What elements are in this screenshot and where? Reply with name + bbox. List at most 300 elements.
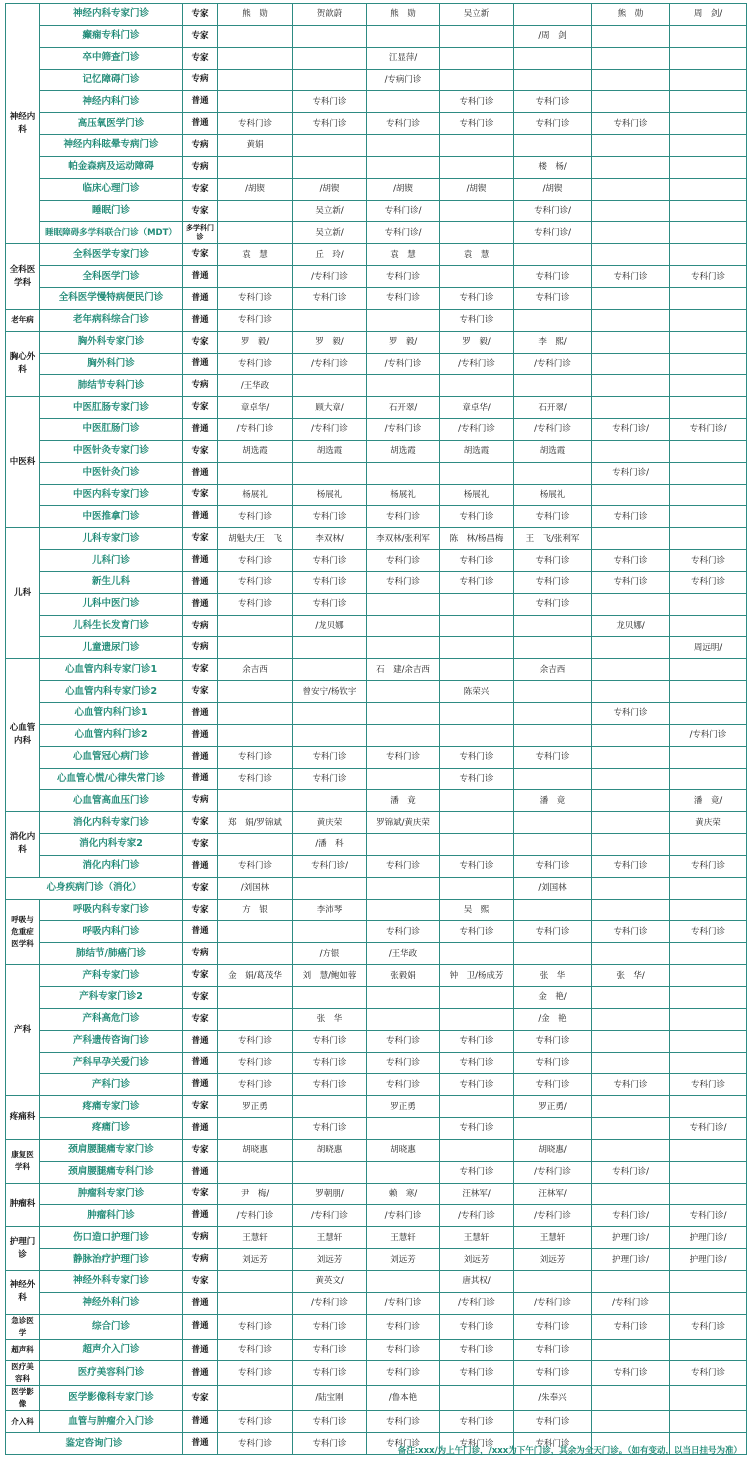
schedule-cell: 专科门诊 [367,1052,440,1074]
schedule-cell [670,659,747,681]
table-row [6,1292,747,1314]
schedule-cell: 杨展礼 [367,484,440,506]
schedule-cell [670,986,747,1008]
clinic-name: 心血管内科专家门诊1 [40,659,183,681]
schedule-cell: 吴立新/ [293,200,367,222]
schedule-cell: 专科门诊 [514,1361,592,1386]
schedule-cell [670,1292,747,1314]
schedule-cell: 专科门诊 [293,550,367,572]
schedule-cell: 王慧轩 [440,1227,514,1249]
clinic-type: 普通 [183,1361,218,1386]
clinic-name: 全科医学门诊 [40,266,183,288]
clinic-name: 儿科中医门诊 [40,593,183,615]
schedule-cell [592,91,670,113]
schedule-cell [592,1118,670,1140]
table-row [6,266,747,288]
schedule-cell: 专科门诊 [218,1074,293,1096]
table-row [6,1411,747,1433]
schedule-cell: 专科门诊 [367,1411,440,1433]
clinic-type: 专家 [183,331,218,353]
schedule-cell: 专科门诊 [514,113,592,135]
clinic-name: 疼痛专家门诊 [40,1096,183,1118]
schedule-cell [592,1270,670,1292]
schedule-cell: 专科门诊 [218,1052,293,1074]
table-row [6,681,747,703]
schedule-cell: 专科门诊 [367,1314,440,1339]
schedule-cell: 罗 毅/ [218,331,293,353]
clinic-name: 老年病科综合门诊 [40,309,183,331]
schedule-cell [514,47,592,69]
schedule-cell: /鲁本艳 [367,1386,440,1411]
clinic-type: 普通 [183,91,218,113]
schedule-cell: 胡魁夫/王 飞 [218,528,293,550]
schedule-cell: 汪林军/ [514,1183,592,1205]
schedule-cell [670,375,747,397]
schedule-cell: 专科门诊 [293,1118,367,1140]
schedule-cell [367,615,440,637]
footnote: 备注:xxx/为上午门诊，/xxx为下午门诊，其余为全天门诊。（如有变动，以当日挂号为准） [397,1446,742,1456]
table-row [6,943,747,965]
clinic-name: 高压氧医学门诊 [40,113,183,135]
schedule-cell [592,1339,670,1361]
schedule-cell: 专科门诊 [514,550,592,572]
schedule-cell [218,637,293,659]
schedule-cell [592,877,670,899]
schedule-cell: /刘国林 [218,877,293,899]
clinic-type: 普通 [183,593,218,615]
schedule-cell: 专科门诊/ [670,419,747,441]
schedule-cell: 专科门诊 [367,1433,440,1455]
department-label: 疼痛科 [6,1096,40,1140]
schedule-cell [670,1030,747,1052]
clinic-name: 胸外科专家门诊 [40,331,183,353]
schedule-cell [670,681,747,703]
schedule-cell [293,375,367,397]
schedule-cell: /专科门诊 [367,419,440,441]
schedule-cell [592,69,670,91]
schedule-cell: /胡锲 [293,178,367,200]
schedule-cell: 专科门诊 [514,506,592,528]
schedule-cell [670,943,747,965]
table-row [6,244,747,266]
schedule-cell: 楼 杨/ [514,156,592,178]
schedule-cell: 胡选霞 [440,440,514,462]
schedule-cell [592,178,670,200]
schedule-cell: 专科门诊 [514,1052,592,1074]
schedule-cell: 专科门诊 [440,287,514,309]
schedule-cell [592,309,670,331]
schedule-cell: /朱奉兴 [514,1386,592,1411]
schedule-cell [218,200,293,222]
schedule-cell: 郑 娟/罗锦斌 [218,812,293,834]
schedule-cell [218,1270,293,1292]
clinic-type: 专家 [183,25,218,47]
clinic-type: 普通 [183,1118,218,1140]
table-row [6,506,747,528]
schedule-cell: 李 熙/ [514,331,592,353]
clinic-name: 超声介入门诊 [40,1339,183,1361]
table-row [6,91,747,113]
clinic-name: 鉴定咨询门诊 [6,1433,183,1455]
schedule-cell: 专科门诊 [592,266,670,288]
clinic-type: 普通 [183,462,218,484]
schedule-cell: 专科门诊 [293,1030,367,1052]
schedule-cell [218,703,293,725]
clinic-type: 普通 [183,1411,218,1433]
schedule-cell: 专科门诊 [218,1433,293,1455]
schedule-cell: 专科门诊 [514,1411,592,1433]
schedule-cell: 唐其权/ [440,1270,514,1292]
schedule-cell: 专科门诊 [440,571,514,593]
department-label: 急诊医学 [6,1314,40,1339]
schedule-cell: 专科门诊 [440,91,514,113]
clinic-name: 医学影像科专家门诊 [40,1386,183,1411]
schedule-cell [514,375,592,397]
schedule-cell: 胡选霞 [367,440,440,462]
schedule-cell [218,47,293,69]
schedule-cell: 刘 慧/鲍如蓉 [293,965,367,987]
clinic-type: 专家 [183,440,218,462]
schedule-cell: 周 剑/ [670,4,747,26]
clinic-type: 专家 [183,200,218,222]
table-row [6,287,747,309]
clinic-type: 普通 [183,353,218,375]
schedule-cell: 专科门诊 [670,1314,747,1339]
clinic-type: 专家 [183,659,218,681]
schedule-cell: 专科门诊/ [514,222,592,244]
clinic-type: 普通 [183,746,218,768]
schedule-cell [440,200,514,222]
schedule-cell: 专科门诊/ [592,462,670,484]
schedule-cell [293,703,367,725]
schedule-cell [592,375,670,397]
schedule-cell [592,986,670,1008]
clinic-type: 专家 [183,899,218,921]
schedule-cell [367,1270,440,1292]
schedule-cell: 胡晓惠 [293,1139,367,1161]
schedule-cell: 专科门诊 [440,855,514,877]
clinic-type: 专病 [183,156,218,178]
schedule-cell: 专科门诊 [218,1361,293,1386]
schedule-cell: 石 建/余吉西 [367,659,440,681]
schedule-cell [592,484,670,506]
schedule-cell: 袁 慧 [440,244,514,266]
schedule-cell [514,703,592,725]
clinic-name: 产科专家门诊2 [40,986,183,1008]
schedule-cell [367,986,440,1008]
table-row [6,69,747,91]
schedule-cell [670,506,747,528]
clinic-name: 心血管内科门诊2 [40,724,183,746]
clinic-type: 专家 [183,681,218,703]
schedule-cell: 专科门诊 [440,1361,514,1386]
schedule-cell: 杨展礼 [293,484,367,506]
schedule-cell: /胡锲 [218,178,293,200]
schedule-cell: 专科门诊 [514,287,592,309]
table-row [6,1205,747,1227]
schedule-cell [218,1008,293,1030]
schedule-cell: 专科门诊 [367,113,440,135]
schedule-cell [514,462,592,484]
schedule-cell [293,1096,367,1118]
schedule-cell: 罗锦斌/黄庆荣 [367,812,440,834]
schedule-cell: 专科门诊 [592,571,670,593]
schedule-cell: 方 银 [218,899,293,921]
department-label: 超声科 [6,1339,40,1361]
table-row [6,1052,747,1074]
schedule-cell [367,156,440,178]
clinic-type: 专家 [183,1008,218,1030]
clinic-name: 产科专家门诊 [40,965,183,987]
table-row [6,812,747,834]
schedule-cell [670,965,747,987]
schedule-cell: 专科门诊 [218,746,293,768]
schedule-cell: 专科门诊 [218,353,293,375]
schedule-cell: /专科门诊 [218,419,293,441]
department-label: 中医科 [6,397,40,528]
schedule-cell: 专科门诊 [440,1411,514,1433]
schedule-cell: 专科门诊 [670,855,747,877]
schedule-cell: 专科门诊 [440,1052,514,1074]
schedule-cell: 专科门诊 [670,571,747,593]
clinic-name: 心血管高血压门诊 [40,790,183,812]
schedule-cell [514,244,592,266]
schedule-cell [293,921,367,943]
clinic-type: 普通 [183,1205,218,1227]
clinic-type: 专家 [183,484,218,506]
schedule-cell: /胡锲 [367,178,440,200]
clinic-name: 产科遗传咨询门诊 [40,1030,183,1052]
schedule-cell [218,462,293,484]
schedule-cell [218,69,293,91]
schedule-cell [440,637,514,659]
schedule-cell: 专科门诊 [218,1339,293,1361]
schedule-cell [670,1183,747,1205]
clinic-name: 肺结节专科门诊 [40,375,183,397]
schedule-cell [440,812,514,834]
schedule-cell [367,309,440,331]
clinic-name: 神经内科眩晕专病门诊 [40,135,183,157]
schedule-cell [670,899,747,921]
schedule-cell: /专科门诊 [367,1292,440,1314]
schedule-cell: 胡选霞 [293,440,367,462]
schedule-cell [218,724,293,746]
clinic-type: 专家 [183,244,218,266]
schedule-cell [670,200,747,222]
table-row [6,637,747,659]
table-row [6,200,747,222]
schedule-cell: 赖 寒/ [367,1183,440,1205]
schedule-cell: 石开翠/ [367,397,440,419]
clinic-name: 疼痛门诊 [40,1118,183,1140]
clinic-name: 中医推拿门诊 [40,506,183,528]
schedule-cell: 顾大章/ [293,397,367,419]
department-label: 神经外科 [6,1270,40,1314]
schedule-cell: 专科门诊 [293,1361,367,1386]
clinic-type: 专家 [183,4,218,26]
schedule-cell: 刘远芳 [367,1249,440,1271]
schedule-cell: 专科门诊 [514,91,592,113]
table-row [6,222,747,244]
schedule-cell: 金 艳/ [514,986,592,1008]
schedule-cell [514,637,592,659]
schedule-cell [670,156,747,178]
schedule-cell [670,69,747,91]
schedule-cell: /专科门诊 [440,1205,514,1227]
schedule-cell: 专科门诊 [670,266,747,288]
schedule-cell: 专科门诊/ [670,1118,747,1140]
table-row [6,1270,747,1292]
clinic-name: 睡眠障碍多学科联合门诊（MDT） [40,222,183,244]
schedule-cell [670,135,747,157]
schedule-cell [440,25,514,47]
schedule-cell [592,135,670,157]
clinic-name: 中医内科专家门诊 [40,484,183,506]
schedule-cell: 杨展礼 [514,484,592,506]
schedule-cell [440,266,514,288]
schedule-cell: /专科门诊 [293,1292,367,1314]
schedule-cell [514,615,592,637]
schedule-cell: /陆宝刚 [293,1386,367,1411]
clinic-name: 胸外科门诊 [40,353,183,375]
schedule-cell: 章卓华/ [440,397,514,419]
table-row [6,353,747,375]
schedule-cell: 专科门诊 [592,1361,670,1386]
schedule-cell: /专科门诊 [514,1161,592,1183]
clinic-name: 心血管内科专家门诊2 [40,681,183,703]
schedule-cell [367,593,440,615]
schedule-cell: 专科门诊 [440,1074,514,1096]
schedule-cell [293,724,367,746]
schedule-cell: 胡选霞 [514,440,592,462]
schedule-cell [670,877,747,899]
schedule-cell: 罗 毅/ [293,331,367,353]
table-row [6,462,747,484]
table-row [6,899,747,921]
schedule-cell [670,440,747,462]
schedule-cell [440,69,514,91]
schedule-cell: 专科门诊 [293,1314,367,1339]
schedule-cell [367,724,440,746]
table-row [6,1386,747,1411]
schedule-cell [514,4,592,26]
department-label: 介入科 [6,1411,40,1433]
table-row [6,921,747,943]
schedule-cell [367,1118,440,1140]
clinic-name: 中医针灸专家门诊 [40,440,183,462]
department-label: 医疗美容科 [6,1361,40,1386]
schedule-cell [670,1339,747,1361]
schedule-cell [218,156,293,178]
clinic-name: 产科门诊 [40,1074,183,1096]
table-row [6,309,747,331]
table-row [6,484,747,506]
schedule-cell: 专科门诊 [293,91,367,113]
department-label: 呼吸与危重症医学科 [6,899,40,965]
schedule-cell [440,943,514,965]
clinic-name: 心身疾病门诊（消化） [6,877,183,899]
clinic-name: 临床心理门诊 [40,178,183,200]
schedule-cell [367,25,440,47]
schedule-cell [592,222,670,244]
schedule-cell: 专科门诊/ [293,855,367,877]
clinic-type: 专病 [183,1249,218,1271]
schedule-cell [367,637,440,659]
schedule-cell [367,899,440,921]
schedule-cell: 尹 梅/ [218,1183,293,1205]
schedule-cell: 黄娟 [218,135,293,157]
schedule-cell: 余吉西 [514,659,592,681]
schedule-cell: 张 华 [514,965,592,987]
schedule-cell [670,703,747,725]
schedule-cell: 张 华 [293,1008,367,1030]
schedule-cell: 专科门诊 [440,1433,514,1455]
schedule-cell [440,877,514,899]
clinic-name: 神经内科专家门诊 [40,4,183,26]
schedule-cell: 袁 慧 [218,244,293,266]
schedule-cell [592,1386,670,1411]
schedule-cell: 专科门诊 [218,1314,293,1339]
schedule-cell: 专科门诊 [367,571,440,593]
schedule-cell: 专科门诊 [218,287,293,309]
table-row [6,1249,747,1271]
schedule-cell: 刘远芳 [293,1249,367,1271]
department-label: 儿科 [6,528,40,659]
table-row [6,440,747,462]
schedule-cell: 专科门诊 [440,1030,514,1052]
schedule-cell: 专科门诊 [218,855,293,877]
schedule-cell: 专科门诊 [293,287,367,309]
schedule-cell: 专科门诊 [670,1361,747,1386]
schedule-cell [218,986,293,1008]
schedule-cell [514,1270,592,1292]
schedule-cell [293,156,367,178]
schedule-cell [592,200,670,222]
clinic-type: 普通 [183,266,218,288]
table-row [6,135,747,157]
clinic-name: 中医针灸门诊 [40,462,183,484]
clinic-type: 普通 [183,703,218,725]
schedule-cell [670,768,747,790]
schedule-cell [592,899,670,921]
schedule-cell: 石开翠/ [514,397,592,419]
schedule-cell [592,659,670,681]
schedule-cell: 金 娟/葛茂华 [218,965,293,987]
schedule-cell: 专科门诊 [592,855,670,877]
schedule-cell [218,1118,293,1140]
clinic-name: 新生儿科 [40,571,183,593]
clinic-type: 专家 [183,986,218,1008]
schedule-cell [367,703,440,725]
clinic-name: 心血管冠心病门诊 [40,746,183,768]
schedule-cell [367,375,440,397]
clinic-type: 专家 [183,1096,218,1118]
schedule-cell: 熊 勋 [218,4,293,26]
schedule-cell [670,1161,747,1183]
clinic-name: 全科医学专家门诊 [40,244,183,266]
schedule-cell: 专科门诊 [293,1411,367,1433]
table-row [6,4,747,26]
table-row [6,1227,747,1249]
table-row [6,1074,747,1096]
clinic-name: 产科早孕关爱门诊 [40,1052,183,1074]
schedule-cell: 贺歆蔚 [293,4,367,26]
schedule-cell: 罗正勇 [218,1096,293,1118]
schedule-cell: 刘远芳 [514,1249,592,1271]
schedule-cell [592,397,670,419]
schedule-cell: 专科门诊 [514,593,592,615]
schedule-cell: 黄英文/ [293,1270,367,1292]
